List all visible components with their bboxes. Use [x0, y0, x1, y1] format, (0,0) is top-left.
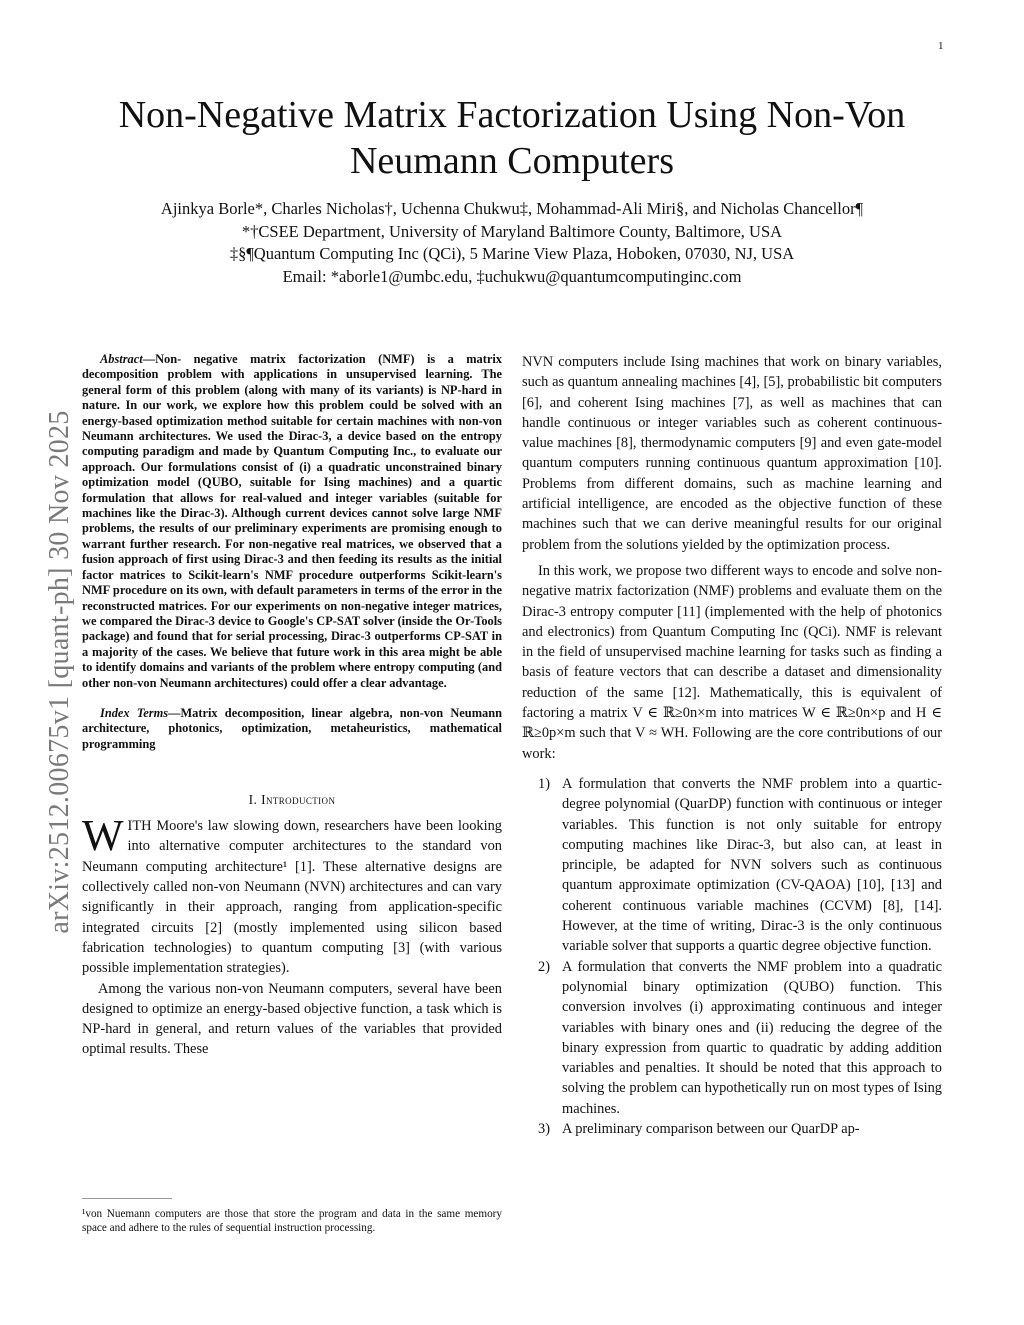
- abstract-text: —Non- negative matrix factorization (NMF) is a matrix decomposition problem with applications in unsupervised learning. The general form of this problem (along with many of its variants) is NP-hard in nature. In our work, we explore how this problem could be solved with an energy-based optimization method suitable for certain machines with non-von Neumann architectures. We used the Dirac-3, a device based on the entropy computing paradigm and made by Quantum Computing Inc., to evaluate our approach. Our formulations consist of (i) a quadratic unconstrained binary optimization model (QUBO, suitable for Ising machines) and a quartic formulation that allows for real-valued and integer variables (suitable for machines like the Dirac-3). Although current devices cannot solve large NMF problems, the results of our preliminary experiments are promising enough to warrant further research. For non-negative real matrices, we observed that a fusion approach of first using Dirac-3 and then feeding its results as the initial factor matrices to Scikit-learn's NMF procedure outperforms Scikit-learn's NMF procedure on its own, with default parameters in terms of the error in the reconstructed matrices. For our experiments on non-negative integer matrices, we compared the Dirac-3 device to Google's CP-SAT solver (inside the Or-Tools package) and found that for serial processing, Dirac-3 outperforms CP-SAT in a majority of the cases. We believe that future work in this area might be able to identify domains and variants of the problem where entropy computing (and other non-von Neumann architectures) could offer a clear advantage.: [82, 352, 502, 690]
- index-terms: [82, 706, 502, 752]
- index-terms-text: —Matrix decomposition, linear algebra, non-von Neumann architecture, photonics, optimization, metaheuristics, mathematical programming: [82, 705, 502, 751]
- footnote: ¹von Nuemann computers are those that store the program and data in the same memory space and adhere to the rules of sequential instruction processing.: [82, 1208, 502, 1234]
- page-number: 1: [938, 40, 944, 52]
- contribution-number: 3): [538, 1120, 550, 1137]
- paper-title: [0, 92, 1024, 184]
- intro-paragraph-1-text: ITH Moore's law slowing down, researchers have been looking into alternative computer architectures to the standard von Neumann computing architecture¹ [1]. These alternative designs are collectively called non-von Neumann (NVN) architectures and can vary significantly in their approach, ranging from application-specific integrated circuits [2] (mostly implemented using silicon based fabrication technologies) to quantum computing [3] (with various possible implementation strategies).: [82, 818, 502, 977]
- contribution-item: [522, 774, 942, 957]
- abstract: [82, 352, 502, 691]
- contribution-number: 2): [538, 958, 550, 975]
- index-terms-heading: Index Terms: [100, 705, 169, 720]
- abstract-heading: Abstract: [100, 352, 143, 366]
- intro-paragraph-2: Among the various non-von Neumann computers, several have been designed to optimize an energy-based objective function, a task which is NP-hard in general, and return values of the variables that provided optimal results. These: [82, 980, 502, 1058]
- footnote-rule: [82, 1198, 172, 1199]
- title-line-2: Neumann Computers: [349, 140, 674, 182]
- contribution-number: 1): [538, 775, 550, 792]
- contribution-item: [522, 1119, 942, 1139]
- contributions-list: [522, 774, 942, 1139]
- contribution-text: A preliminary comparison between our QuarDP ap-: [562, 1120, 860, 1137]
- section-heading-introduction: I. Introduction: [248, 792, 336, 808]
- title-line-1: Non-Negative Matrix Factorization Using Non-Von: [118, 94, 906, 136]
- left-column: [82, 352, 502, 1060]
- author-emails[interactable]: Email: *aborle1@umbc.edu, ‡uchukwu@quantumcomputinginc.com: [282, 266, 742, 286]
- contribution-text: A formulation that converts the NMF problem into a quartic-degree polynomial (QuarDP) function with continuous or integer variables. This function is not only suitable for entropy computing machines like Dirac-3, but also can, at least in principle, be adapted for NVN solvers such as continuous quantum approximate optimization (CV-QAOA) [10], [13] and coherent continuous variable machines (CCVM) [8], [14]. However, at the time of writing, Dirac-3 is the only continuous variable solver that supports a quartic degree objective function.: [562, 775, 942, 955]
- arxiv-identifier[interactable]: arXiv:2512.00675v1 [quant-ph] 30 Nov 2025: [44, 410, 75, 934]
- affiliation-qci: ‡§¶Quantum Computing Inc (QCi), 5 Marine View Plaza, Hoboken, 07030, NJ, USA: [229, 244, 795, 263]
- right-column: [522, 352, 942, 1139]
- intro-paragraph-1: [82, 811, 502, 978]
- affiliation-umbc: *†CSEE Department, University of Maryland Baltimore County, Baltimore, USA: [241, 221, 783, 241]
- intro-paragraph-3: NVN computers include Ising machines that work on binary variables, such as quantum annealing machines [4], [5], probabilistic bit computers [6], and coherent Ising machines [7], as well as machines that can handle continuous or integer variables such as coherent continuous-value machines [8], thermodynamic computers [9] and even gate-model quantum computers running continuous quantum approximation [10]. Problems from different domains, such as machine learning and artificial intelligence, are encoded as the objective function of these machines such that we can derive meaningful results for our original problem from the solutions yielded by the optimization process.: [522, 354, 942, 553]
- contribution-text: A formulation that converts the NMF problem into a quadratic polynomial binary optimization (QUBO) function. This conversion involves (i) approximating continuous and integer variables with binary ones and (ii) reducing the degree of the binary expression from quartic to quadratic by adding addition variables and penalties. It should be noted that this approach to solving the problem can hypothetically run on most types of Ising machines.: [562, 958, 942, 1117]
- author-block: [0, 198, 1024, 288]
- contribution-item: [522, 957, 942, 1119]
- drop-cap: W: [82, 811, 124, 861]
- intro-paragraph-4: In this work, we propose two different ways to encode and solve non-negative matrix factorization (NMF) problems and evaluate them on the Dirac-3 entropy computer [11] (implemented with the help of photonics and electronics) from Quantum Computing Inc (QCi). NMF is relevant in the field of unsupervised machine learning for tasks such as finding a basis of feature vectors that can describe a dataset and dimensionality reduction of the same [12]. Mathematically, this is equivalent of factoring a matrix V ∈ ℝ≥0n×m into matrices W ∈ ℝ≥0n×p and H ∈ ℝ≥0p×m such that V ≈ WH. Following are the core contributions of our work:: [522, 562, 942, 762]
- author-names: Ajinkya Borle*, Charles Nicholas†, Uchenna Chukwu‡, Mohammad-Ali Miri§, and Nicholas Chancellor¶: [160, 199, 864, 218]
